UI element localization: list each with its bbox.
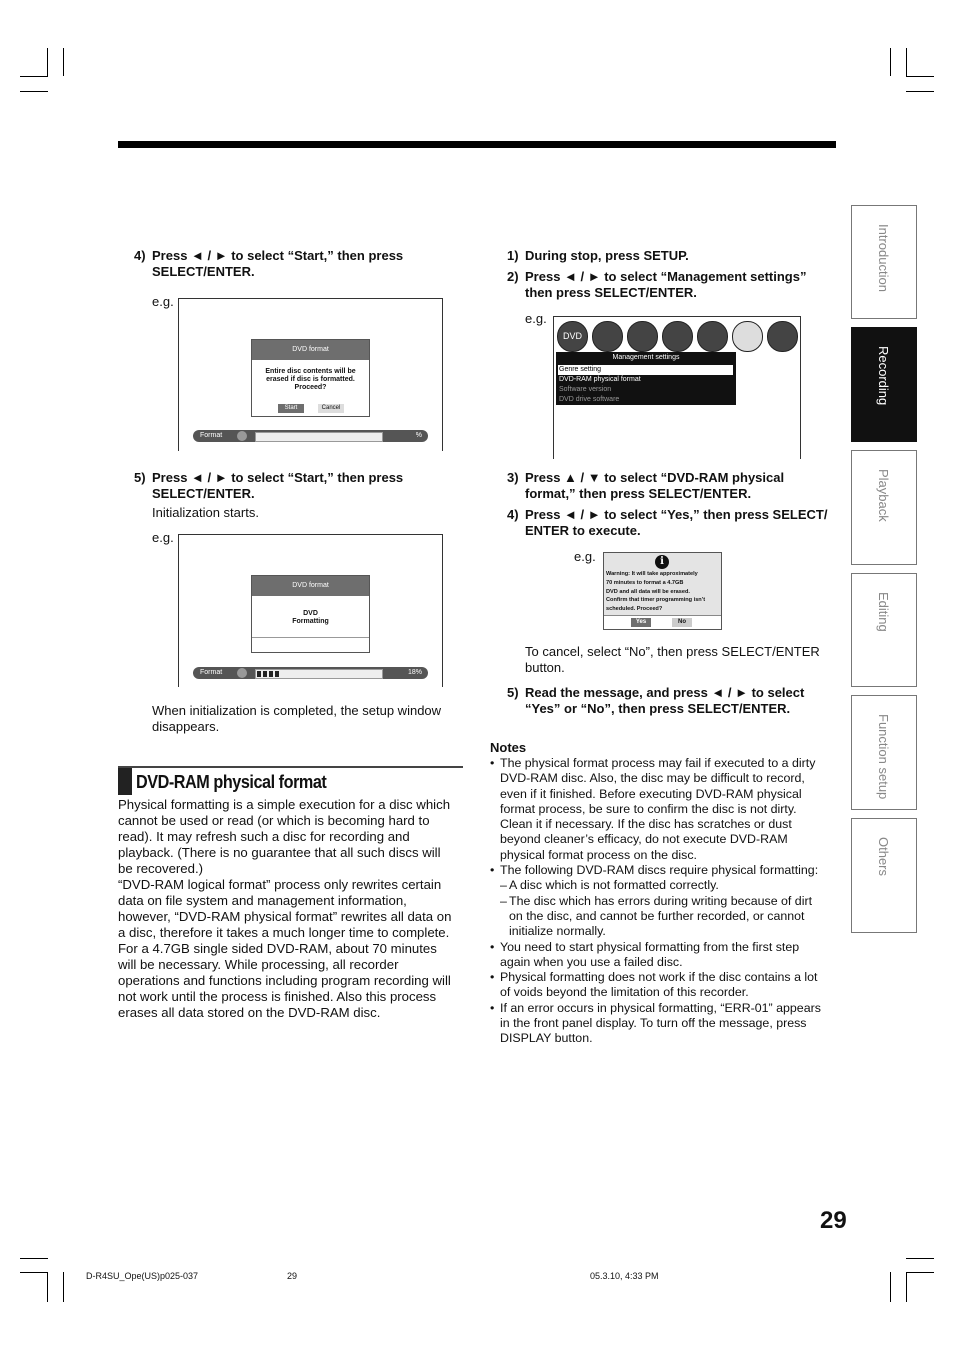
- note-line: format process, be sure to confirm the disc is not dirty.: [500, 801, 797, 816]
- setup-menu-icon[interactable]: [627, 321, 658, 352]
- crop-mark: [20, 1258, 48, 1259]
- cancel-instructions: To cancel, select “No”, then press SELECT/ENTER button.: [525, 644, 820, 675]
- paragraph-line: will be necessary. While processing, all recorder: [118, 957, 399, 972]
- menu-item-software-version[interactable]: Software version: [559, 386, 612, 393]
- completion-text: When initialization is completed, the setup window disappears.: [152, 703, 442, 734]
- crop-mark: [906, 76, 934, 77]
- page-number: 29: [820, 1207, 847, 1234]
- setup-menu-icon[interactable]: [662, 321, 693, 352]
- warning-dialog: [603, 552, 722, 630]
- eg-label: e.g.: [525, 311, 547, 326]
- crop-mark: [890, 48, 891, 76]
- note-subitem: [490, 878, 840, 893]
- paragraph-line: not work until the process is finished. Also this process: [118, 989, 437, 1004]
- crop-mark: [890, 1272, 891, 1302]
- note-line: The disc which has errors during writing because of dirt: [509, 893, 813, 908]
- header-rule: [118, 141, 836, 148]
- crop-mark: [20, 1272, 48, 1273]
- warning-line: scheduled. Proceed?: [606, 606, 663, 613]
- note-line: Physical formatting does not work if the disc contains a lot: [500, 970, 818, 985]
- setup-menu-icon[interactable]: [592, 321, 623, 352]
- crop-mark: [47, 1272, 48, 1302]
- tab-function-setup[interactable]: Function setup: [851, 695, 917, 810]
- setup-menu-icon[interactable]: [697, 321, 728, 352]
- note-item: [490, 940, 840, 971]
- section-body: [118, 797, 464, 1021]
- paragraph-line: playback. (There is no guarantee that all such discs will: [118, 845, 441, 860]
- note-line: DISPLAY button.: [500, 1031, 593, 1046]
- crop-mark: [47, 48, 48, 76]
- paragraph-line: be recovered.): [118, 861, 204, 876]
- crop-mark: [906, 48, 907, 76]
- setup-menu-icon[interactable]: [767, 321, 798, 352]
- crop-mark: [63, 1272, 64, 1302]
- note-item: [490, 1001, 840, 1047]
- disc-icon: [237, 431, 247, 441]
- warning-line: Confirm that timer programming isn’t: [606, 597, 706, 604]
- menu-item-dvdram-physical-format[interactable]: DVD-RAM physical format: [559, 376, 641, 383]
- bullet: •: [490, 970, 495, 985]
- note-line: If an error occurs in physical formatting, “ERR-01” appears: [500, 1000, 821, 1015]
- dialog-text: Formatting: [292, 618, 329, 625]
- dialog-text: DVD: [303, 610, 318, 617]
- note-line: on the disc, and cannot be further recorded, or cannot: [509, 908, 805, 923]
- warning-line: Warning: It will take approximately: [606, 571, 698, 577]
- note-line: beyond cleaner’s efficacy, do not execute DVD-RAM: [500, 832, 788, 847]
- setup-menu-icon[interactable]: [732, 321, 763, 352]
- warning-line: 70 minutes to format a 4.7GB: [606, 579, 684, 586]
- note-item: [490, 863, 840, 878]
- paragraph-line: read). It may refresh such a disc for recording and: [118, 829, 410, 844]
- paragraph-line: operations and functions including program recording will: [118, 973, 451, 988]
- crop-mark: [906, 91, 934, 92]
- paragraph-line: erases all data stored on the DVD-RAM disc.: [118, 1005, 381, 1020]
- progress-track: [255, 432, 383, 442]
- bullet: •: [490, 863, 495, 878]
- eg-label: e.g.: [152, 294, 174, 309]
- notes-title: Notes: [490, 740, 527, 755]
- warning-text: [606, 570, 720, 614]
- crop-mark: [63, 48, 64, 76]
- start-button[interactable]: Start: [278, 404, 304, 413]
- crop-mark: [906, 1272, 934, 1273]
- crop-mark: [906, 1272, 907, 1302]
- disc-icon: [237, 668, 247, 678]
- bullet: •: [490, 939, 495, 954]
- crop-mark: [20, 91, 48, 92]
- dialog-text: erased if disc is formatted.: [266, 376, 355, 383]
- bullet: •: [490, 756, 495, 770]
- warning-line: DVD and all data will be erased.: [606, 588, 690, 595]
- screen-example-2: [178, 534, 443, 687]
- progress-track: [255, 669, 383, 679]
- footer-page: 29: [287, 1271, 298, 1281]
- management-settings-menu: [556, 352, 736, 405]
- note-item: [490, 970, 840, 1001]
- note-line: You need to start physical formatting from the first step: [500, 939, 800, 954]
- note-item: [490, 756, 840, 863]
- paragraph-line: however, “DVD-RAM physical format” rewrites all data on: [118, 909, 452, 924]
- setup-menu-icon[interactable]: DVD: [557, 321, 588, 352]
- format-progress-bar: Format %: [193, 430, 428, 442]
- paragraph-line: Physical formatting is a simple execution for a disc which: [118, 797, 451, 812]
- dialog-title: DVD format: [252, 576, 369, 596]
- formatting-dialog: [251, 575, 370, 653]
- init-starts-text: Initialization starts.: [152, 505, 259, 520]
- footer-date: 05.3.10, 4:33 PM: [590, 1271, 659, 1281]
- yes-button[interactable]: Yes: [631, 618, 651, 627]
- tab-recording[interactable]: Recording: [851, 327, 917, 442]
- info-icon: i: [655, 555, 669, 569]
- dialog-text: Entire disc contents will be: [265, 368, 356, 375]
- note-line: in the front panel display. To turn off the message, press: [500, 1016, 807, 1031]
- cancel-button[interactable]: Cancel: [318, 404, 344, 413]
- dialog-text: Proceed?: [294, 384, 327, 391]
- bullet: •: [490, 1000, 495, 1015]
- note-line: again when you use a failed disc.: [500, 954, 683, 969]
- tab-editing[interactable]: Editing: [851, 573, 917, 687]
- note-line: A disc which is not formatted correctly.: [509, 878, 719, 893]
- dialog-title: DVD format: [252, 340, 369, 360]
- note-line: physical format process on the disc.: [500, 847, 697, 862]
- format-progress-bar: Format 18%: [193, 667, 428, 679]
- note-line: of voids beyond the limitation of this recorder.: [500, 985, 749, 1000]
- notes-list: [490, 756, 840, 1047]
- note-line: The physical format process may fail if executed to a dirty: [500, 756, 816, 770]
- progress-fill: [257, 671, 279, 677]
- paragraph-line: a disc, therefore it takes a much longer time to complete.: [118, 925, 450, 940]
- no-button[interactable]: No: [672, 618, 692, 627]
- eg-label: e.g.: [574, 549, 596, 564]
- section-heading: [118, 766, 463, 795]
- tab-introduction[interactable]: Introduction: [851, 205, 917, 319]
- crop-mark: [20, 76, 48, 77]
- menu-title: Management settings: [612, 354, 680, 361]
- note-line: even if it finished. Before executing DVD-RAM physical: [500, 786, 802, 801]
- note-subitem: [490, 894, 840, 940]
- tab-playback[interactable]: Playback: [851, 450, 917, 565]
- tab-others[interactable]: Others: [851, 818, 917, 933]
- screen-example-1: [178, 298, 443, 451]
- note-line: initialize normally.: [509, 924, 606, 939]
- paragraph-line: “DVD-RAM logical format” process only rewrites certain: [118, 877, 442, 892]
- paragraph-line: For a 4.7GB single sided DVD-RAM, about 70 minutes: [118, 941, 437, 956]
- footer-file: D-R4SU_Ope(US)p025-037: [86, 1271, 199, 1281]
- format-dialog: [251, 339, 370, 417]
- menu-item-drive-software[interactable]: DVD drive software: [559, 396, 620, 403]
- note-line: Clean it if necessary. If the disc has scratches or dust: [500, 817, 792, 832]
- dash: –: [500, 893, 507, 908]
- section-title: DVD-RAM physical format: [136, 772, 327, 792]
- dash: –: [500, 878, 507, 893]
- note-line: The following DVD-RAM discs require physical formatting:: [500, 863, 819, 878]
- paragraph-line: data on file system and management information,: [118, 893, 407, 908]
- menu-item-genre[interactable]: Genre setting: [558, 365, 733, 375]
- eg-label: e.g.: [152, 530, 174, 545]
- note-line: DVD-RAM disc. Also, the disc may be difficult to record,: [500, 771, 805, 786]
- paragraph-line: cannot be used or read (or which is becoming hard to: [118, 813, 430, 828]
- crop-mark: [906, 1258, 934, 1259]
